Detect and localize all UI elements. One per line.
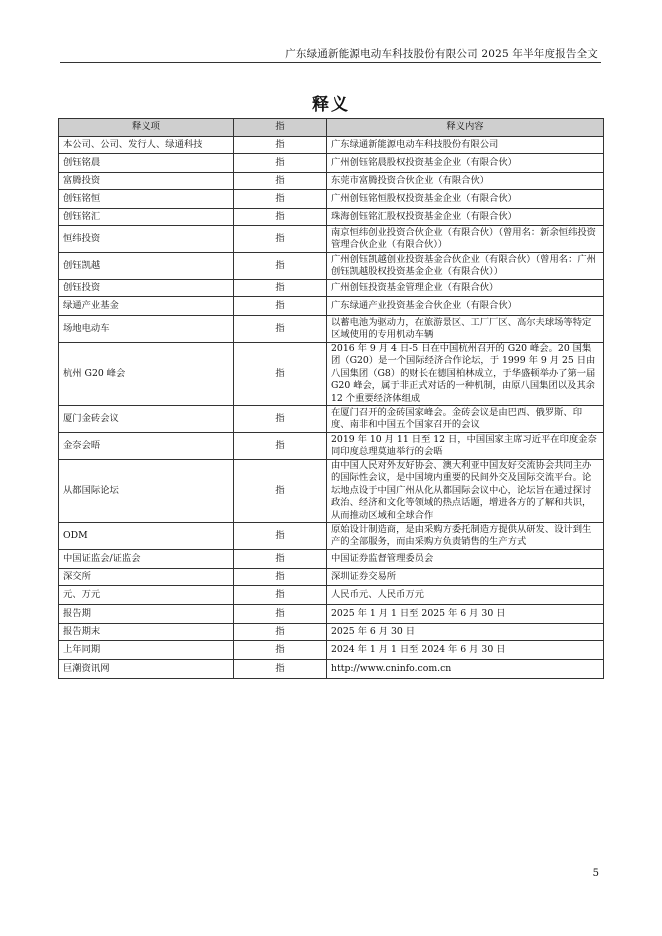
row-term: 创钰投资 [59, 280, 234, 297]
row-definition: 广州创钰铭恒股权投资基金企业（有限合伙） [327, 190, 604, 209]
row-term: 富腾投资 [59, 173, 234, 190]
row-definition: 广州创钰铭晨股权投资基金企业（有限合伙） [327, 154, 604, 173]
page-number: 5 [592, 868, 599, 879]
row-definition: 广东绿通产业投资基金合伙企业（有限合伙） [327, 297, 604, 316]
row-term: 创钰铭恒 [59, 190, 234, 209]
row-ref: 指 [234, 406, 327, 433]
row-definition: 2025 年 1 月 1 日至 2025 年 6 月 30 日 [327, 605, 604, 624]
table-row [59, 190, 604, 209]
row-definition: 广东绿通新能源电动车科技股份有限公司 [327, 137, 604, 154]
table-row [59, 569, 604, 586]
table-row [59, 460, 604, 523]
row-ref: 指 [234, 316, 327, 343]
row-definition: 东莞市富腾投资合伙企业（有限合伙） [327, 173, 604, 190]
definitions-table [58, 118, 604, 679]
header-definition: 释义内容 [327, 119, 604, 137]
row-ref: 指 [234, 137, 327, 154]
header-ref: 指 [234, 119, 327, 137]
row-term: 创钰凯越 [59, 253, 234, 280]
row-ref: 指 [234, 297, 327, 316]
row-term: 巨潮资讯网 [59, 660, 234, 679]
table-row [59, 660, 604, 679]
row-term: 报告期 [59, 605, 234, 624]
row-ref: 指 [234, 209, 327, 226]
row-term: 金奈会晤 [59, 433, 234, 460]
table-row [59, 624, 604, 641]
row-definition: http://www.cninfo.com.cn [327, 660, 604, 679]
header-term: 释义项 [59, 119, 234, 137]
row-ref: 指 [234, 173, 327, 190]
row-definition: 深圳证券交易所 [327, 569, 604, 586]
row-ref: 指 [234, 569, 327, 586]
table-row [59, 209, 604, 226]
page-title: 释义 [312, 95, 350, 115]
row-definition: 广州创钰投资基金管理企业（有限合伙） [327, 280, 604, 297]
row-ref: 指 [234, 523, 327, 550]
row-definition: 在厦门召开的金砖国家峰会。金砖会议是由巴西、俄罗斯、印度、南非和中国五个国家召开的会议 [327, 406, 604, 433]
header-divider [60, 62, 601, 63]
row-definition: 2024 年 1 月 1 日至 2024 年 6 月 30 日 [327, 641, 604, 660]
row-term: 创钰铭晨 [59, 154, 234, 173]
row-term: 报告期末 [59, 624, 234, 641]
row-term: 本公司、公司、发行人、绿通科技 [59, 137, 234, 154]
table-row [59, 406, 604, 433]
row-term: 从都国际论坛 [59, 460, 234, 523]
row-term: ODM [59, 523, 234, 550]
row-term: 中国证监会/证监会 [59, 550, 234, 569]
page-header: 广东绿通新能源电动车科技股份有限公司 2025 年半年度报告全文 [285, 48, 598, 60]
row-definition: 人民币元、人民币万元 [327, 586, 604, 605]
row-definition: 原始设计制造商，是由采购方委托制造方提供从研发、设计到生产的全部服务，而由采购方负责销售的生产方式 [327, 523, 604, 550]
table-body [59, 137, 604, 679]
row-ref: 指 [234, 190, 327, 209]
table-row [59, 137, 604, 154]
table-row [59, 343, 604, 406]
row-definition: 2019 年 10 月 11 日至 12 日，中国国家主席习近平在印度金奈同印度总理莫迪举行的会晤 [327, 433, 604, 460]
row-definition: 以蓄电池为驱动力，在旅游景区、工厂厂区、高尔夫球场等特定区域使用的专用机动车辆 [327, 316, 604, 343]
table-row [59, 173, 604, 190]
table-header-row [59, 119, 604, 137]
table-row [59, 280, 604, 297]
row-term: 上年同期 [59, 641, 234, 660]
row-definition: 2016 年 9 月 4 日-5 日在中国杭州召开的 G20 峰会。20 国集团（G20）是一个国际经济合作论坛，于 1999 年 9 月 25 日由八国集团（G8）的财长在德国柏林成立，于华盛顿举办了第一届 G20 峰会，属于非正式对话的一种机制，由原八国集团以及其余 12 个重要经济体组成 [327, 343, 604, 406]
row-ref: 指 [234, 343, 327, 406]
row-ref: 指 [234, 605, 327, 624]
row-ref: 指 [234, 433, 327, 460]
row-definition: 珠海创钰铭汇股权投资基金企业（有限合伙） [327, 209, 604, 226]
row-term: 场地电动车 [59, 316, 234, 343]
table-row [59, 154, 604, 173]
row-term: 杭州 G20 峰会 [59, 343, 234, 406]
row-term: 深交所 [59, 569, 234, 586]
table-row [59, 550, 604, 569]
row-term: 元、万元 [59, 586, 234, 605]
row-term: 恒纬投资 [59, 226, 234, 253]
row-ref: 指 [234, 226, 327, 253]
row-definition: 2025 年 6 月 30 日 [327, 624, 604, 641]
table-row [59, 316, 604, 343]
row-ref: 指 [234, 280, 327, 297]
row-definition: 中国证券监督管理委员会 [327, 550, 604, 569]
row-ref: 指 [234, 641, 327, 660]
row-term: 绿通产业基金 [59, 297, 234, 316]
table-row [59, 641, 604, 660]
row-definition: 南京恒纬创业投资合伙企业（有限合伙）（曾用名：新余恒纬投资管理合伙企业（有限合伙）） [327, 226, 604, 253]
row-term: 厦门金砖会议 [59, 406, 234, 433]
table-row [59, 433, 604, 460]
row-ref: 指 [234, 550, 327, 569]
row-ref: 指 [234, 154, 327, 173]
row-definition: 广州创钰凯越创业投资基金合伙企业（有限合伙）（曾用名：广州创钰凯越股权投资基金企业（有限合伙）） [327, 253, 604, 280]
row-ref: 指 [234, 624, 327, 641]
row-definition: 由中国人民对外友好协会、澳大利亚中国友好交流协会共同主办的国际性会议，是中国境内重要的民间外交及国际交流平台。论坛地点设于中国广州从化从都国际会议中心，论坛旨在通过探讨政治、经济和文化等领域的热点话题，增进各方的了解和共识，从而推动区域和全球合作 [327, 460, 604, 523]
table-row [59, 253, 604, 280]
table-row [59, 586, 604, 605]
row-ref: 指 [234, 253, 327, 280]
row-ref: 指 [234, 586, 327, 605]
row-term: 创钰铭汇 [59, 209, 234, 226]
row-ref: 指 [234, 660, 327, 679]
table-row [59, 297, 604, 316]
table-row [59, 605, 604, 624]
table-row [59, 226, 604, 253]
row-ref: 指 [234, 460, 327, 523]
table-row [59, 523, 604, 550]
